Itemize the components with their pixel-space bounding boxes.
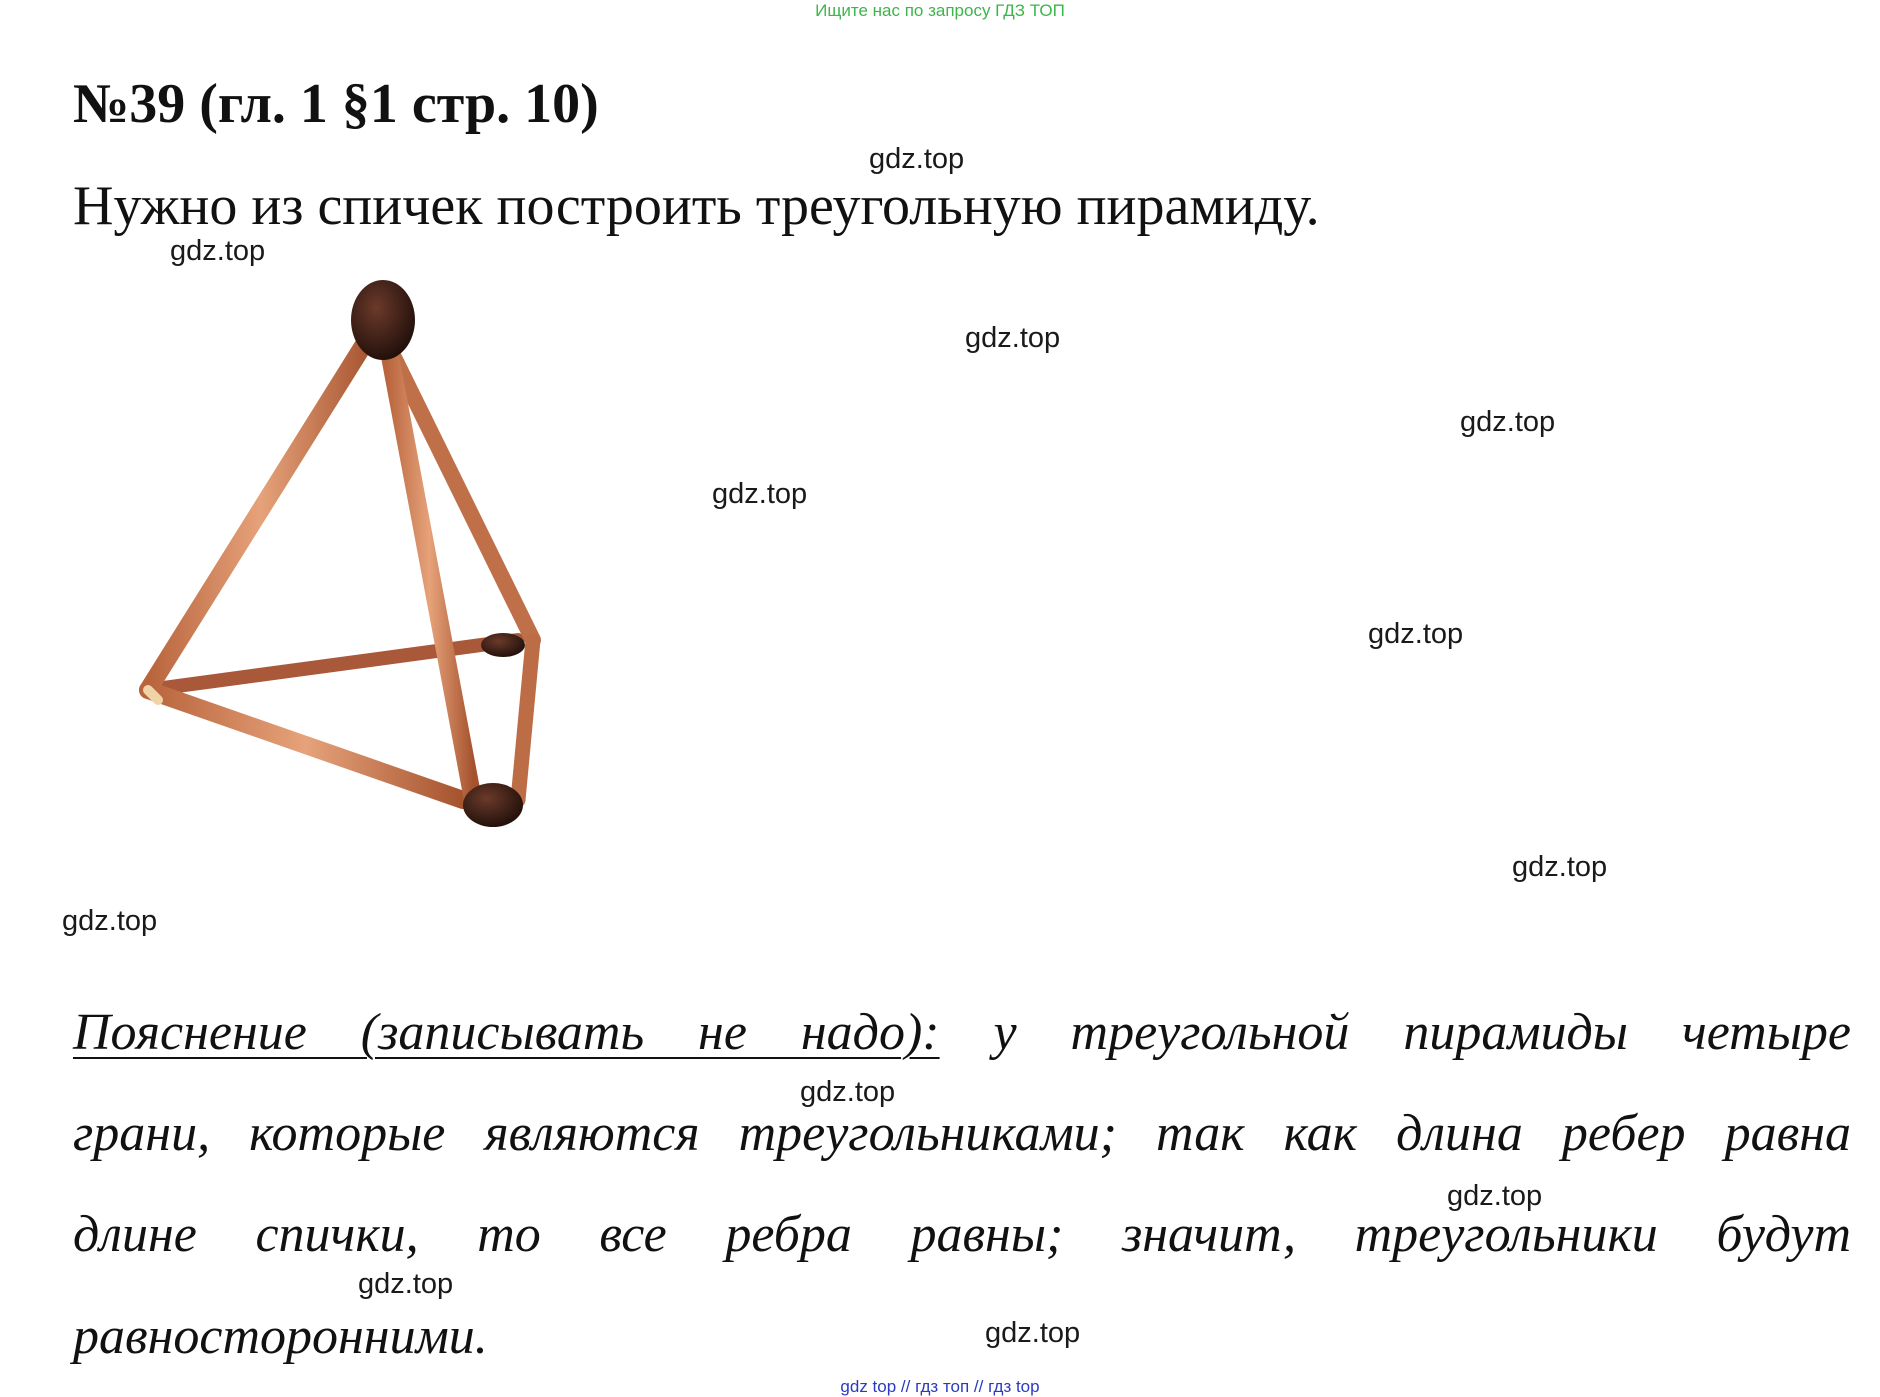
explanation-label: Пояснение (записывать не надо):: [73, 1004, 940, 1061]
watermark: gdz.top: [800, 1076, 896, 1108]
watermark: gdz.top: [62, 905, 158, 937]
watermark: gdz.top: [965, 322, 1061, 354]
match-edge: [148, 330, 373, 690]
footer-watermark: gdz top // гдз топ // гдз top: [840, 1377, 1040, 1396]
top-banner: Ищите нас по запросу ГДЗ ТОП: [815, 1, 1065, 20]
match-edge: [386, 335, 473, 800]
explanation-text: у треугольной пирамиды четыре: [993, 1004, 1852, 1061]
explanation-line: грани, которые являются треугольниками; так как длина ребер равна: [73, 1105, 1851, 1162]
match-head: [351, 280, 415, 360]
watermark: gdz.top: [869, 143, 965, 175]
watermark: gdz.top: [358, 1268, 454, 1300]
explanation-line: равносторонними.: [73, 1308, 488, 1365]
watermark: gdz.top: [1512, 851, 1608, 883]
watermark: gdz.top: [712, 478, 808, 510]
matchstick-pyramid-image: [118, 280, 568, 860]
problem-title: №39 (гл. 1 §1 стр. 10): [73, 73, 599, 135]
watermark: gdz.top: [170, 235, 266, 267]
match-head: [481, 633, 525, 657]
watermark: gdz.top: [1460, 406, 1556, 438]
task-text: Нужно из спичек построить треугольную пирамиду.: [73, 175, 1320, 237]
watermark: gdz.top: [985, 1317, 1081, 1349]
match-head: [463, 783, 523, 827]
match-edge: [518, 640, 533, 800]
explanation-line: [73, 1003, 1851, 1062]
explanation-line: длине спички, то все ребра равны; значит, треугольники будут: [73, 1206, 1851, 1263]
watermark: gdz.top: [1368, 618, 1464, 650]
match-edge: [148, 640, 518, 690]
watermark: gdz.top: [1447, 1180, 1543, 1212]
match-edge: [148, 690, 463, 800]
match-end: [148, 690, 158, 700]
